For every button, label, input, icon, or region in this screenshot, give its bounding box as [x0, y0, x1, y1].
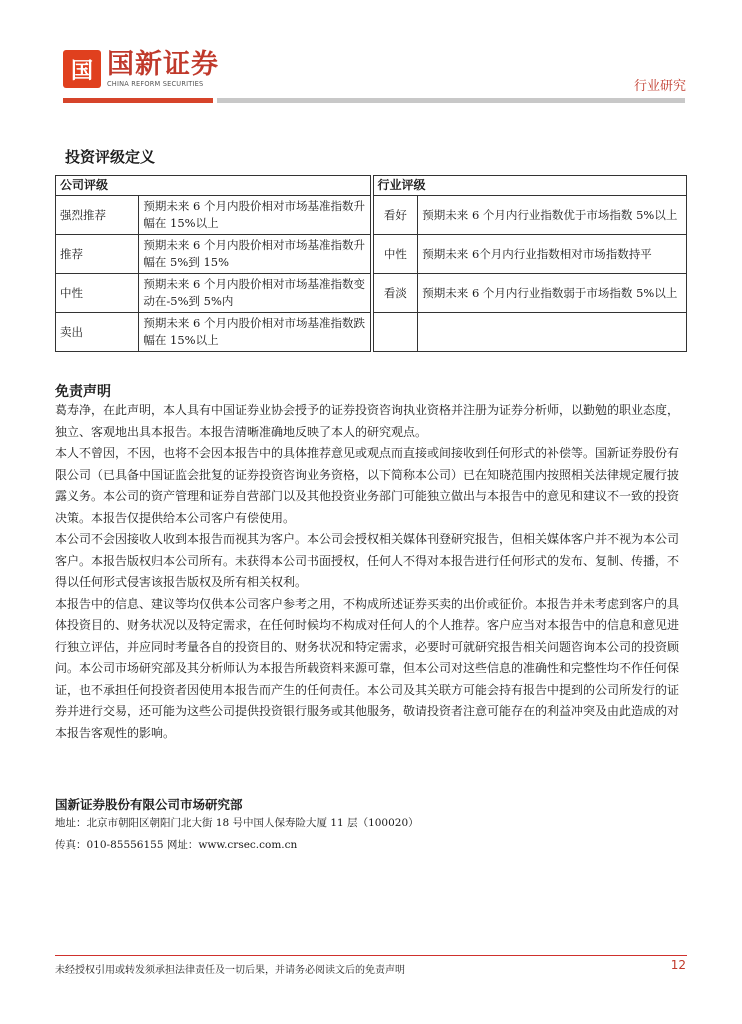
industry-rating: [373, 313, 418, 352]
company-rating: 强烈推荐: [56, 196, 139, 235]
table-row: [56, 274, 687, 313]
company-fax-website: 传真：010-85556155 网址：www.crsec.com.cn: [55, 839, 298, 851]
industry-rating-desc: 预期未来 6 个月内行业指数弱于市场指数 5%以上: [418, 274, 687, 313]
industry-rating: 看好: [373, 196, 418, 235]
industry-rating: 看淡: [373, 274, 418, 313]
logo: [63, 50, 219, 88]
company-address: 地址：北京市朝阳区朝阳门北大街 18 号中国人保寿险大厦 11 层（100020）: [55, 817, 419, 829]
disclaimer-body: [55, 400, 687, 744]
logo-en: CHINA REFORM SECURITIES: [107, 79, 204, 88]
disclaimer-title: 免责声明: [55, 384, 111, 400]
industry-rating-desc: 预期未来 6 个月内行业指数优于市场指数 5%以上: [418, 196, 687, 235]
footer-divider: [55, 955, 687, 956]
company-rating-desc: 预期未来 6 个月内股价相对市场基准指数变动在-5%到 5%内: [139, 274, 370, 313]
table-header-row: [56, 176, 687, 196]
disclaimer-paragraph: 本报告中的信息、建议等均仅供本公司客户参考之用，不构成所述证券买卖的出价或征价。本报告并未考虑到客户的具体投资目的、财务状况以及特定需求，在任何时候均不构成对任何人的个人推荐。客户应当对本报告中的信息和意见进行独立评估，并应同时考量各自的投资目的、财务状况和特定需求，必要时可就研究报告相关问题咨询本公司的投资顾问。本公司市场研究部及其分析师认为本报告所载资料来源可靠，但本公司对这些信息的准确性和完整性均不作任何保证，也不承担任何投资者因使用本报告而产生的任何责任。本公司及其关联方可能会持有报告中提到的公司所发行的证券并进行交易，还可能为这些公司提供投资银行服务或其他服务，敬请投资者注意可能存在的利益冲突及由此造成的对本报告客观性的影响。: [55, 596, 680, 740]
header-bar: [217, 98, 685, 103]
disclaimer-paragraph: 葛寿净，在此声明，本人具有中国证券业协会授予的证券投资咨询执业资格并注册为证券分析师，以勤勉的职业态度，独立、客观地出具本报告。本报告清晰准确地反映了本人的研究观点。: [55, 403, 680, 439]
table-row: [56, 313, 687, 352]
disclaimer-paragraph: 本人不曾因，不因，也将不会因本报告中的具体推荐意见或观点而直接或间接收到任何形式的补偿等。国新证券股份有限公司（已具备中国证监会批复的证券投资咨询业务资格，以下简称本公司）已在知晓范围内按照相关法律规定履行披露义务。本公司的资产管理和证券自营部门以及其他投资业务部门可能独立做出与本报告中的意见和建议不一致的投资决策。本报告仅提供给本公司客户有偿使用。: [55, 446, 680, 525]
company-name: 国新证券股份有限公司市场研究部: [55, 797, 243, 812]
company-rating-desc: 预期未来 6 个月内股价相对市场基准指数跌幅在 15%以上: [139, 313, 370, 352]
company-rating: 中性: [56, 274, 139, 313]
footer-notice: 未经授权引用或转发须承担法律责任及一切后果，并请务必阅读文后的免责声明: [55, 965, 405, 976]
page-number: 12: [670, 958, 686, 972]
logo-cn: 国新证券: [107, 48, 219, 80]
logo-mark-icon: 国: [63, 50, 101, 88]
section-tag: 行业研究: [633, 79, 686, 94]
rating-title: 投资评级定义: [65, 148, 156, 166]
rating-table: [55, 175, 687, 352]
table-row: [56, 235, 687, 274]
company-rating: 推荐: [56, 235, 139, 274]
industry-rating-desc: [418, 313, 687, 352]
company-rating-header: 公司评级: [56, 176, 371, 196]
company-rating-desc: 预期未来 6 个月内股价相对市场基准指数升幅在 5%到 15%: [139, 235, 370, 274]
table-row: [56, 196, 687, 235]
industry-rating-header: 行业评级: [373, 176, 686, 196]
company-rating: 卖出: [56, 313, 139, 352]
logo-text: [107, 48, 219, 88]
industry-rating: 中性: [373, 235, 418, 274]
company-rating-desc: 预期未来 6 个月内股价相对市场基准指数升幅在 15%以上: [139, 196, 370, 235]
header-bar-accent: [63, 98, 213, 103]
industry-rating-desc: 预期未来 6个月内行业指数相对市场指数持平: [418, 235, 687, 274]
disclaimer-paragraph: 本公司不会因接收人收到本报告而视其为客户。本公司会授权相关媒体刊登研究报告，但相关媒体客户并不视为本公司客户。本报告版权归本公司所有。未获得本公司书面授权，任何人不得对本报告进行任何形式的发布、复制、传播，不得以任何形式侵害该报告版权及所有相关权利。: [55, 532, 680, 589]
